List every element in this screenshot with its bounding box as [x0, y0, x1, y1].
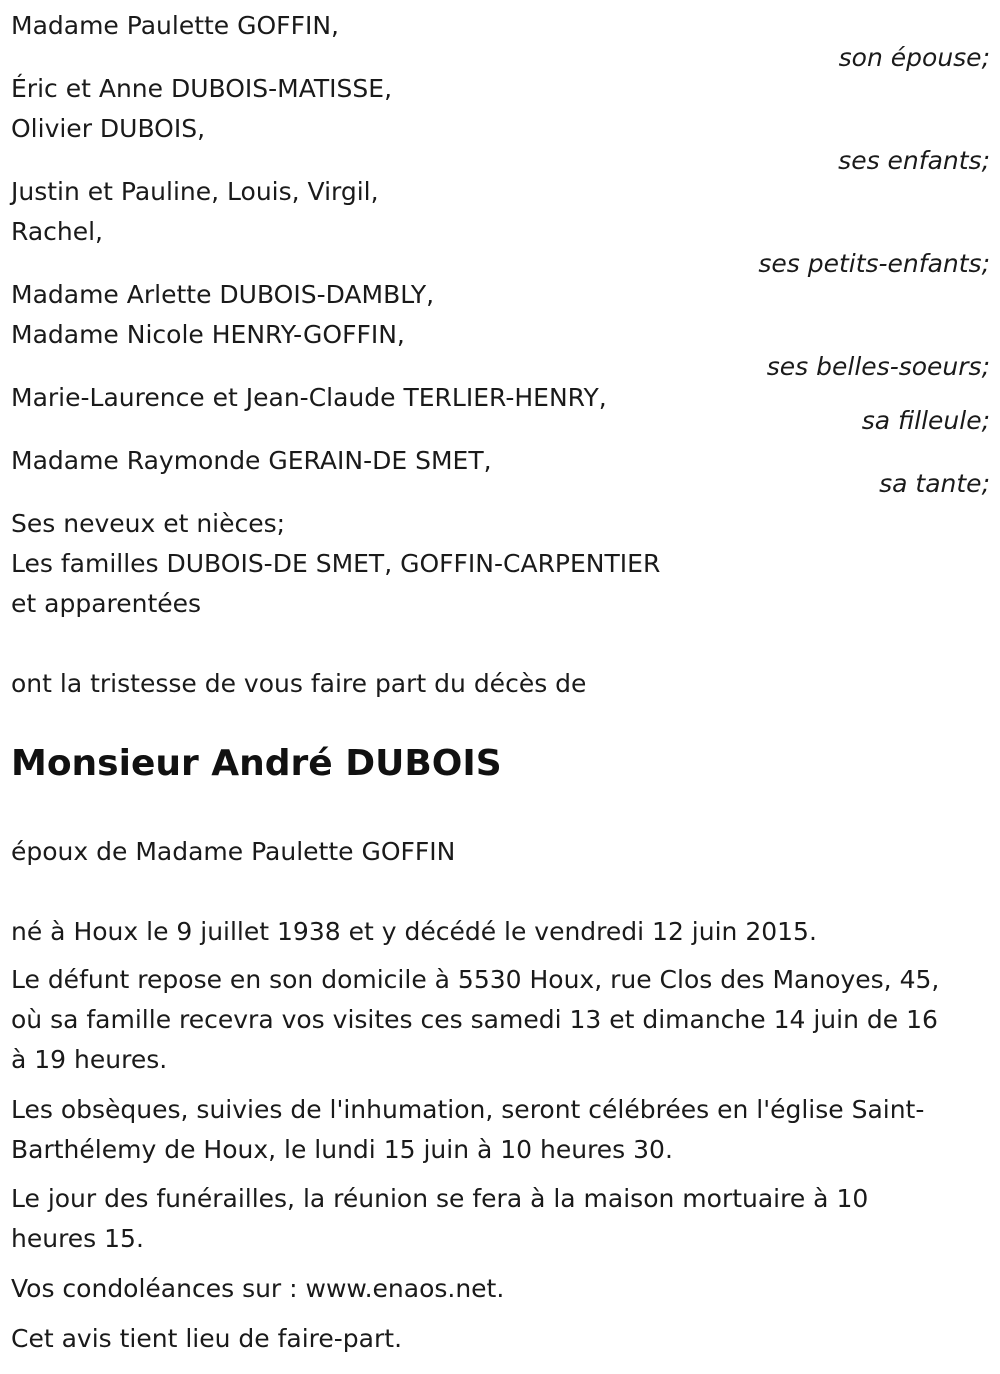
relation-label: ses enfants;	[838, 146, 990, 175]
notice-footer: Cet avis tient lieu de faire-part.	[11, 1324, 403, 1353]
family-name-line: Marie-Laurence et Jean-Claude TERLIER-HENRY,	[11, 383, 607, 412]
funeral-line-1: Les obsèques, suivies de l'inhumation, seront célébrées en l'église Saint-	[11, 1095, 925, 1124]
funeral-line-2: Barthélemy de Houx, le lundi 15 juin à 10 heures 30.	[11, 1135, 673, 1164]
gathering-line-2: heures 15.	[11, 1224, 144, 1253]
family-group-spouse	[11, 6, 990, 70]
family-group-children	[11, 69, 990, 173]
visitation-line-2: où sa famille recevra vos visites ces samedi 13 et dimanche 14 juin de 16	[11, 1005, 938, 1034]
family-group-goddaughter	[11, 378, 990, 433]
relation-label: sa tante;	[879, 469, 990, 498]
extended-family-line: Les familles DUBOIS-DE SMET, GOFFIN-CARPENTIER	[11, 549, 661, 578]
relation-label: sa filleule;	[861, 406, 990, 435]
relation-label: son épouse;	[838, 43, 990, 72]
gathering-info	[11, 1179, 990, 1259]
family-group-sisters-in-law	[11, 275, 990, 379]
relation-label: ses petits-enfants;	[758, 249, 990, 278]
visitation-line-1: Le défunt repose en son domicile à 5530 Houx, rue Clos des Manoyes, 45,	[11, 965, 940, 994]
extended-family-line: Ses neveux et nièces;	[11, 509, 286, 538]
family-name-line: Madame Arlette DUBOIS-DAMBLY,	[11, 280, 435, 309]
announcement-text: ont la tristesse de vous faire part du décès de	[11, 669, 587, 698]
family-name-line: Madame Paulette GOFFIN,	[11, 11, 339, 40]
gathering-line-1: Le jour des funérailles, la réunion se fera à la maison mortuaire à 10	[11, 1184, 869, 1213]
spouse-line	[11, 832, 990, 872]
extended-family-line: et apparentées	[11, 589, 202, 618]
family-name-line: Justin et Pauline, Louis, Virgil,	[11, 177, 379, 206]
funeral-info	[11, 1090, 990, 1170]
birth-death-info: né à Houx le 9 juillet 1938 et y décédé le vendredi 12 juin 2015.	[11, 917, 817, 946]
family-name-line: Rachel,	[11, 217, 104, 246]
condolences-info: Vos condoléances sur : www.enaos.net.	[11, 1274, 505, 1303]
relation-label: ses belles-soeurs;	[766, 352, 990, 381]
family-group-aunt	[11, 441, 990, 496]
deceased-name: Monsieur André DUBOIS	[11, 743, 502, 784]
spouse-text: époux de Madame Paulette GOFFIN	[11, 837, 456, 866]
family-name-line: Madame Nicole HENRY-GOFFIN,	[11, 320, 405, 349]
family-name-line: Madame Raymonde GERAIN-DE SMET,	[11, 446, 492, 475]
announcement	[11, 664, 990, 704]
visitation-info	[11, 960, 990, 1080]
visitation-line-3: à 19 heures.	[11, 1045, 168, 1074]
family-group-grandchildren	[11, 172, 990, 276]
family-name-line: Éric et Anne DUBOIS-MATISSE,	[11, 74, 393, 103]
extended-family	[11, 504, 990, 624]
family-name-line: Olivier DUBOIS,	[11, 114, 206, 143]
